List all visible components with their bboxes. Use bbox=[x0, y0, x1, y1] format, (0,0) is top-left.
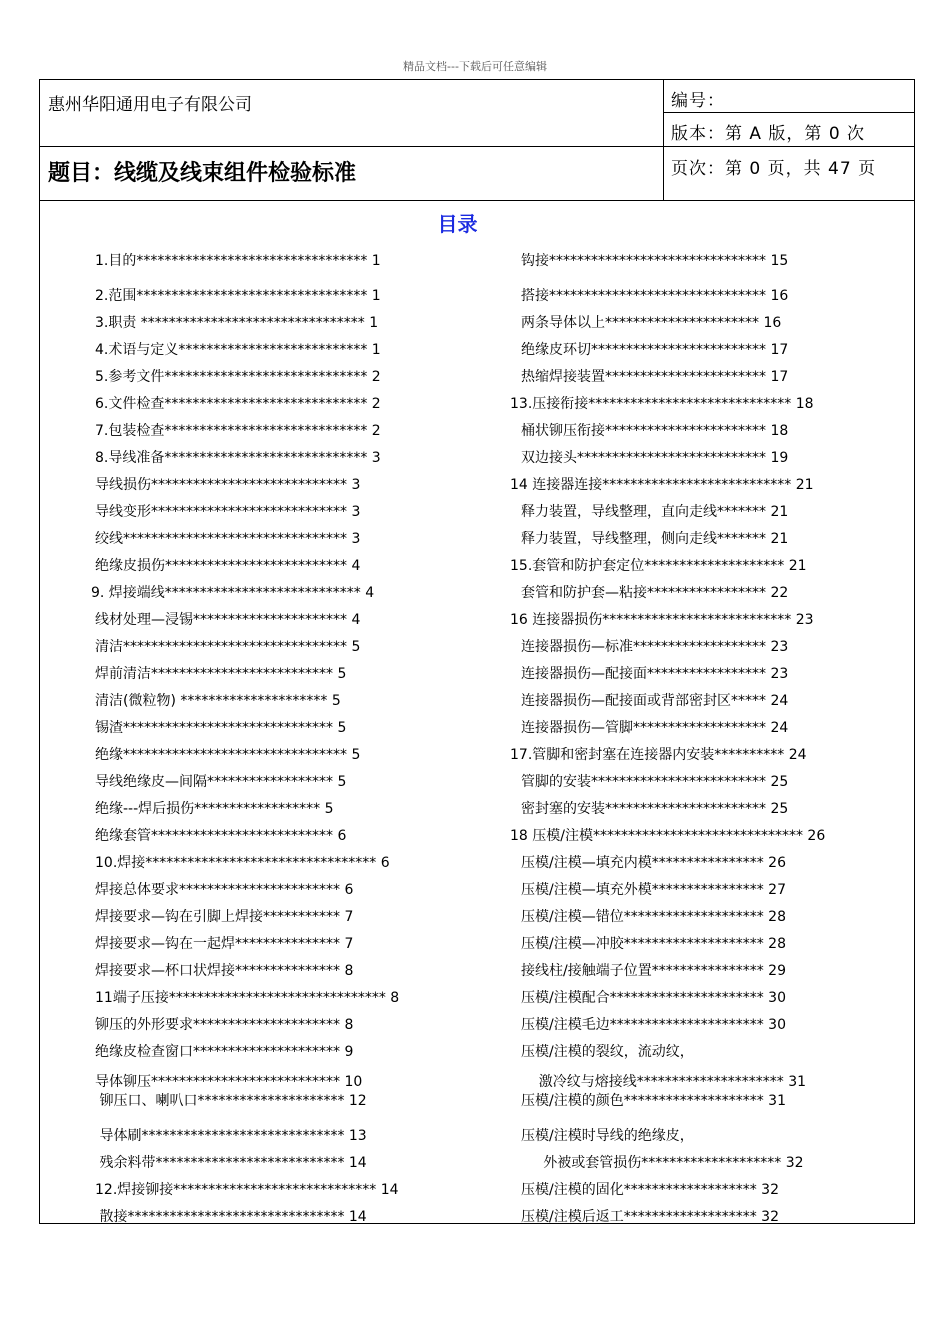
toc-entry: 导线变形**************************** 3 bbox=[95, 504, 361, 520]
version-info: 版本：第 A 版，第 0 次 bbox=[671, 124, 866, 144]
toc-entry: 连接器损伤—标准******************* 23 bbox=[521, 639, 789, 655]
toc-entry: 压模/注模—填充内模**************** 26 bbox=[521, 855, 786, 871]
toc-entry: 13.压接衔接***************************** 18 bbox=[510, 396, 814, 412]
toc-entry: 导线绝缘皮—间隔****************** 5 bbox=[95, 774, 347, 790]
toc-entry: 压模/注模的裂纹，流动纹， bbox=[521, 1044, 694, 1060]
toc-entry: 管脚的安装************************* 25 bbox=[521, 774, 789, 790]
toc-entry: 散接******************************* 14 bbox=[95, 1209, 367, 1225]
toc-entry: 释力装置，导线整理，侧向走线******* 21 bbox=[521, 531, 789, 547]
header-divider-middle bbox=[39, 146, 915, 147]
toc-entry: 6.文件检查***************************** 2 bbox=[95, 396, 381, 412]
toc-entry: 12.焊接铆接***************************** 14 bbox=[95, 1182, 399, 1198]
toc-entry: 清洁(微粒物) ********************* 5 bbox=[95, 693, 341, 709]
toc-entry: 4.术语与定义*************************** 1 bbox=[95, 342, 381, 358]
toc-entry: 外被或套管损伤******************** 32 bbox=[521, 1155, 804, 1171]
toc-entry: 焊接要求—钩在引脚上焊接*********** 7 bbox=[95, 909, 354, 925]
toc-entry: 绝缘******************************** 5 bbox=[95, 747, 361, 763]
toc-entry: 18 压模/注模****************************** 26 bbox=[510, 828, 826, 844]
toc-entry: 压模/注模—冲胶******************** 28 bbox=[521, 936, 786, 952]
toc-entry: 套管和防护套—粘接***************** 22 bbox=[521, 585, 789, 601]
header-divider-bottom bbox=[39, 200, 915, 201]
toc-entry: 8.导线准备***************************** 3 bbox=[95, 450, 381, 466]
toc-entry: 接线柱/接触端子位置**************** 29 bbox=[521, 963, 786, 979]
toc-entry: 压模/注模配合********************** 30 bbox=[521, 990, 786, 1006]
toc-entry: 压模/注模—错位******************** 28 bbox=[521, 909, 786, 925]
toc-entry: 16 连接器损伤*************************** 23 bbox=[510, 612, 814, 628]
toc-entry: 绝缘套管************************** 6 bbox=[95, 828, 347, 844]
toc-entry: 17.管脚和密封塞在连接器内安装********** 24 bbox=[510, 747, 807, 763]
toc-entry: 压模/注模—填充外模**************** 27 bbox=[521, 882, 786, 898]
toc-entry: 锡渣****************************** 5 bbox=[95, 720, 347, 736]
toc-entry: 桶状铆压衔接*********************** 18 bbox=[521, 423, 789, 439]
document-number-label: 编号： bbox=[671, 91, 725, 111]
toc-entry: 导线损伤**************************** 3 bbox=[95, 477, 361, 493]
toc-entry: 11端子压接******************************* 8 bbox=[95, 990, 400, 1006]
toc-entry: 9. 焊接端线**************************** 4 bbox=[91, 585, 375, 601]
toc-entry: 焊接要求—杯口状焊接*************** 8 bbox=[95, 963, 354, 979]
toc-entry: 压模/注模的固化******************* 32 bbox=[521, 1182, 779, 1198]
toc-entry: 压模/注模时导线的绝缘皮， bbox=[521, 1128, 694, 1144]
toc-entry: 连接器损伤—配接面或背部密封区***** 24 bbox=[521, 693, 789, 709]
document-title: 题目：线缆及线束组件检验标准 bbox=[48, 161, 357, 186]
toc-entry: 清洁******************************** 5 bbox=[95, 639, 361, 655]
toc-entry: 铆压口、喇叭口********************* 12 bbox=[95, 1093, 367, 1109]
toc-entry: 两条导体以上********************** 16 bbox=[521, 315, 782, 331]
toc-entry: 15.套管和防护套定位******************** 21 bbox=[510, 558, 807, 574]
toc-entry: 导体铆压*************************** 10 bbox=[95, 1074, 363, 1090]
toc-entry: 钩接******************************* 15 bbox=[521, 253, 789, 269]
toc-entry: 7.包装检查***************************** 2 bbox=[95, 423, 381, 439]
toc-entry: 残余料带*************************** 14 bbox=[95, 1155, 367, 1171]
toc-entry: 焊接总体要求*********************** 6 bbox=[95, 882, 354, 898]
toc-entry: 线材处理—浸锡********************** 4 bbox=[95, 612, 361, 628]
toc-entry: 激冷纹与熔接线********************* 31 bbox=[521, 1074, 807, 1090]
toc-entry: 导体刷***************************** 13 bbox=[95, 1128, 367, 1144]
toc-heading: 目录 bbox=[437, 212, 478, 236]
toc-entry: 1.目的********************************* 1 bbox=[95, 253, 381, 269]
toc-entry: 连接器损伤—管脚******************* 24 bbox=[521, 720, 789, 736]
watermark-text: 精品文档---下载后可任意编辑 bbox=[403, 60, 547, 73]
toc-entry: 搭接******************************* 16 bbox=[521, 288, 789, 304]
toc-entry: 14 连接器连接*************************** 21 bbox=[510, 477, 814, 493]
toc-entry: 压模/注模后返工******************* 32 bbox=[521, 1209, 779, 1225]
toc-entry: 热缩焊接装置*********************** 17 bbox=[521, 369, 789, 385]
toc-entry: 焊前清洁************************** 5 bbox=[95, 666, 347, 682]
toc-entry: 双边接头*************************** 19 bbox=[521, 450, 789, 466]
toc-entry: 压模/注模的颜色******************** 31 bbox=[521, 1093, 786, 1109]
toc-entry: 释力装置，导线整理，直向走线******* 21 bbox=[521, 504, 789, 520]
header-divider-top-right bbox=[663, 112, 915, 113]
toc-entry: 绝缘皮损伤************************** 4 bbox=[95, 558, 361, 574]
company-name: 惠州华阳通用电子有限公司 bbox=[48, 95, 252, 115]
toc-entry: 5.参考文件***************************** 2 bbox=[95, 369, 381, 385]
toc-entry: 绝缘---焊后损伤****************** 5 bbox=[95, 801, 334, 817]
toc-entry: 绞线******************************** 3 bbox=[95, 531, 361, 547]
toc-entry: 绝缘皮环切************************* 17 bbox=[521, 342, 789, 358]
header-divider-vertical bbox=[663, 79, 664, 201]
toc-entry: 绝缘皮检查窗口********************* 9 bbox=[95, 1044, 354, 1060]
page-info: 页次：第 0 页，共 47 页 bbox=[671, 159, 877, 179]
toc-entry: 密封塞的安装*********************** 25 bbox=[521, 801, 789, 817]
toc-entry: 3.职责 ******************************** 1 bbox=[95, 315, 379, 331]
toc-entry: 铆压的外形要求********************* 8 bbox=[95, 1017, 354, 1033]
toc-entry: 压模/注模毛边********************** 30 bbox=[521, 1017, 786, 1033]
toc-entry: 10.焊接********************************* 6 bbox=[95, 855, 390, 871]
toc-entry: 焊接要求—钩在一起焊*************** 7 bbox=[95, 936, 354, 952]
toc-entry: 2.范围********************************* 1 bbox=[95, 288, 381, 304]
toc-entry: 连接器损伤—配接面***************** 23 bbox=[521, 666, 789, 682]
